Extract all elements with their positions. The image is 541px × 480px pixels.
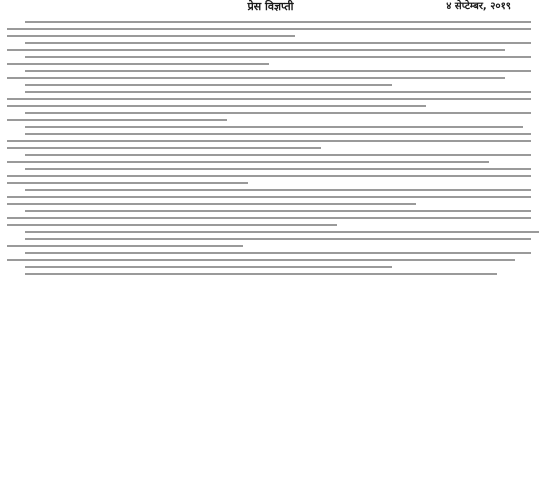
paragraph <box>7 238 531 247</box>
page-title: प्रेस विज्ञप्ती <box>247 0 294 13</box>
paragraph <box>7 126 531 128</box>
release-date: ४ सेप्टेम्बर, २०१९ <box>446 1 511 12</box>
text-line <box>7 175 531 177</box>
text-line <box>7 63 269 65</box>
paragraph <box>7 168 531 184</box>
text-line <box>7 49 505 51</box>
text-line <box>25 56 531 58</box>
text-line <box>7 140 531 142</box>
paragraph <box>7 231 531 233</box>
text-line <box>7 98 531 100</box>
text-line <box>7 105 426 107</box>
paragraph <box>7 112 531 121</box>
paragraph <box>7 273 531 275</box>
paragraph <box>7 84 531 86</box>
text-line <box>25 273 497 275</box>
text-line <box>7 28 531 30</box>
paragraph <box>7 266 531 268</box>
paragraph <box>7 70 531 79</box>
paragraph <box>7 154 531 163</box>
text-line <box>25 21 531 23</box>
text-line <box>7 224 337 226</box>
text-line <box>25 112 531 114</box>
text-line <box>25 154 531 156</box>
paragraph <box>7 56 531 65</box>
text-line <box>7 147 321 149</box>
text-line <box>25 266 392 268</box>
text-line <box>25 252 531 254</box>
paragraph <box>7 133 531 149</box>
text-line <box>25 189 531 191</box>
text-line <box>25 84 392 86</box>
text-line <box>7 119 227 121</box>
text-line <box>7 259 515 261</box>
text-line <box>25 133 531 135</box>
text-line <box>25 238 531 240</box>
text-line <box>7 203 416 205</box>
text-line <box>7 35 295 37</box>
text-line <box>25 70 531 72</box>
paragraph <box>7 91 531 107</box>
text-line <box>7 245 243 247</box>
paragraph <box>7 210 531 226</box>
paragraph <box>7 189 531 205</box>
text-line <box>25 210 531 212</box>
text-line <box>25 231 539 233</box>
text-line <box>25 91 531 93</box>
paragraph <box>7 21 531 37</box>
paragraph <box>7 42 531 51</box>
text-line <box>7 217 531 219</box>
text-line <box>25 168 531 170</box>
paragraph <box>7 252 531 261</box>
text-line <box>7 77 505 79</box>
body-paragraphs <box>7 16 531 280</box>
text-line <box>25 126 523 128</box>
text-line <box>7 182 248 184</box>
text-line <box>7 161 489 163</box>
text-line <box>7 196 531 198</box>
text-line <box>25 42 531 44</box>
